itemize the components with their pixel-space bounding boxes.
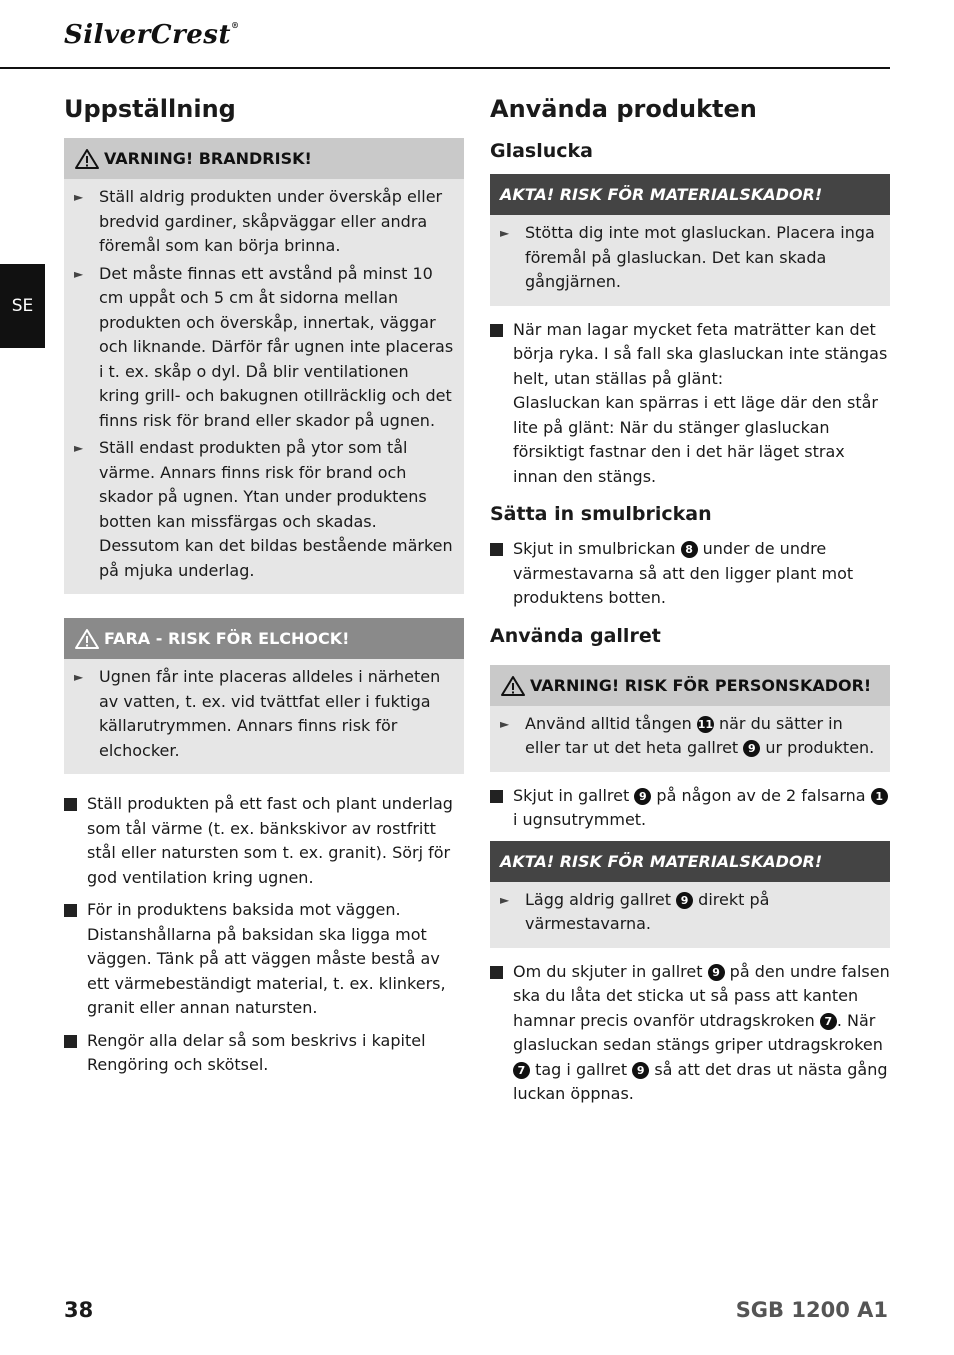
part-number-badge: 11: [697, 717, 714, 731]
part-number-badge: 9: [632, 1062, 649, 1079]
list-item: ► Stötta dig inte mot glasluckan. Placera inga föremål på glasluckan. Det kan skada gångjärnen.: [500, 221, 880, 295]
part-number-badge: 1: [871, 788, 888, 805]
square-bullet-icon: [490, 543, 503, 556]
part-number-badge: 9: [634, 788, 651, 805]
list-item: ► Ugnen får inte placeras alldeles i närheten av vatten, t. ex. vid tvättfat eller i fuktiga källarutrymmen. Annars finns risk för elchocker.: [74, 665, 454, 763]
brand-logo: SilverCrest®: [64, 20, 240, 50]
subheading-glass-door: Glaslucka: [490, 140, 593, 162]
arrow-bullet-icon: ►: [500, 226, 510, 240]
arrow-bullet-icon: ►: [500, 892, 510, 907]
header-divider: [0, 67, 890, 69]
language-tab: SE: [0, 264, 45, 348]
square-bullet-icon: [490, 966, 503, 979]
part-number-badge: 7: [820, 1013, 837, 1030]
list-item: ► Använd alltid tången 11 när du sätter in eller tar ut det heta gallret 9 ur produkten.: [500, 712, 880, 761]
shock-warning-box: [64, 618, 464, 774]
step-item: När man lagar mycket feta maträtter kan det börja ryka. I så fall ska glasluckan inte stängas helt, utan ställas på glänt: Glasluckan kan spärras i ett läge där den står lite på glänt: När du stänger glasluckan försiktigt fastnar den i det här läget strax innan den stängs.: [490, 318, 890, 490]
square-bullet-icon: [64, 798, 77, 811]
part-number-badge: 9: [708, 964, 725, 981]
step-item: Skjut in smulbrickan 8 under de undre värmestavarna så att den ligger plant mot produktens botten.: [490, 537, 890, 611]
warning-triangle-icon: [74, 148, 100, 170]
part-number-badge: 9: [676, 892, 693, 909]
warning-triangle-icon: [74, 628, 100, 650]
step-item: Ställ produkten på ett fast och plant underlag som tål värme (t. ex. bänkskivor av rostfritt stål eller natursten som t. ex. granit). Sörj för god ventilation kring ugnen.: [64, 792, 464, 890]
step-item: För in produktens baksida mot väggen. Distanshållarna på baksidan ska ligga mot väggen. Tänk på att väggen måste bestå av ett värmebeständigt material, t. ex. klinkers, granit eller annan natursten.: [64, 898, 464, 1021]
step-item: Skjut in gallret 9 på någon av de 2 falsarna 1 i ugnsutrymmet.: [490, 784, 890, 833]
section-title-usage: Använda produkten: [490, 95, 757, 123]
arrow-bullet-icon: ►: [500, 716, 510, 731]
square-bullet-icon: [64, 1035, 77, 1048]
subheading-crumb-tray: Sätta in smulbrickan: [490, 503, 712, 525]
shock-warning-header: [64, 618, 464, 659]
shock-warning-title: FARA - RISK FÖR ELCHOCK!: [104, 629, 350, 648]
right-column: [490, 92, 890, 1115]
model-number: SGB 1200 A1: [735, 1298, 888, 1322]
square-bullet-icon: [490, 790, 503, 803]
glass-caution-header: AKTA! RISK FÖR MATERIALSKADOR!: [490, 174, 890, 215]
arrow-bullet-icon: ►: [74, 266, 84, 281]
injury-warning-header: [490, 665, 890, 706]
fire-warning-box: [64, 138, 464, 594]
list-item: ► Lägg aldrig gallret 9 direkt på värmestavarna.: [500, 888, 880, 937]
glass-caution-box: [490, 174, 890, 306]
arrow-bullet-icon: ►: [74, 190, 84, 204]
grill-caution-header: AKTA! RISK FÖR MATERIALSKADOR!: [490, 841, 890, 882]
list-item: ► Ställ endast produkten på ytor som tål värme. Annars finns risk för brand och skador på ugnen. Ytan under produktens botten kan missfärgas och skadas. Dessutom kan det bildas bestående märken på mjuka underlag.: [74, 436, 454, 583]
fire-warning-header: [64, 138, 464, 179]
step-item: Rengör alla delar så som beskrivs i kapitel Rengöring och skötsel.: [64, 1029, 464, 1078]
part-number-badge: 7: [513, 1062, 530, 1079]
grill-caution-box: [490, 841, 890, 948]
fire-warning-title: VARNING! BRANDRISK!: [104, 149, 312, 168]
step-item: Om du skjuter in gallret 9 på den undre falsen ska du låta det sticka ut så pass att kanten hamnar precis ovanför utdragskroken 7 . När glasluckan sedan stängs griper utdragskroken 7 tag i gallret 9 så att det dras ut nästa gång luckan öppnas.: [490, 960, 890, 1107]
square-bullet-icon: [64, 904, 77, 917]
injury-warning-box: [490, 665, 890, 772]
subheading-grill-rack: Använda gallret: [490, 624, 661, 647]
left-column: [64, 92, 464, 1086]
arrow-bullet-icon: ►: [74, 670, 84, 684]
part-number-badge: 8: [681, 541, 698, 558]
injury-warning-title: VARNING! RISK FÖR PERSONSKADOR!: [530, 675, 872, 695]
page-number: 38: [64, 1298, 94, 1322]
arrow-bullet-icon: ►: [74, 441, 84, 455]
list-item: ► Ställ aldrig produkten under överskåp eller bredvid gardiner, skåpväggar eller andra föremål som kan börja brinna.: [74, 185, 454, 259]
section-title-setup: Uppställning: [64, 95, 236, 123]
list-item: ► Det måste finnas ett avstånd på minst 10 cm uppåt och 5 cm åt sidorna mellan produkten och överskåp, innertak, väggar och liknande. Därför får ugnen inte placeras i t. ex. skåp o dyl. Då blir ventilationen kring grill- och bakugnen otillräcklig och det finns risk för brand eller skador på ugnen.: [74, 262, 454, 434]
square-bullet-icon: [490, 324, 503, 337]
part-number-badge: 9: [743, 740, 760, 757]
warning-triangle-icon: [500, 675, 526, 697]
